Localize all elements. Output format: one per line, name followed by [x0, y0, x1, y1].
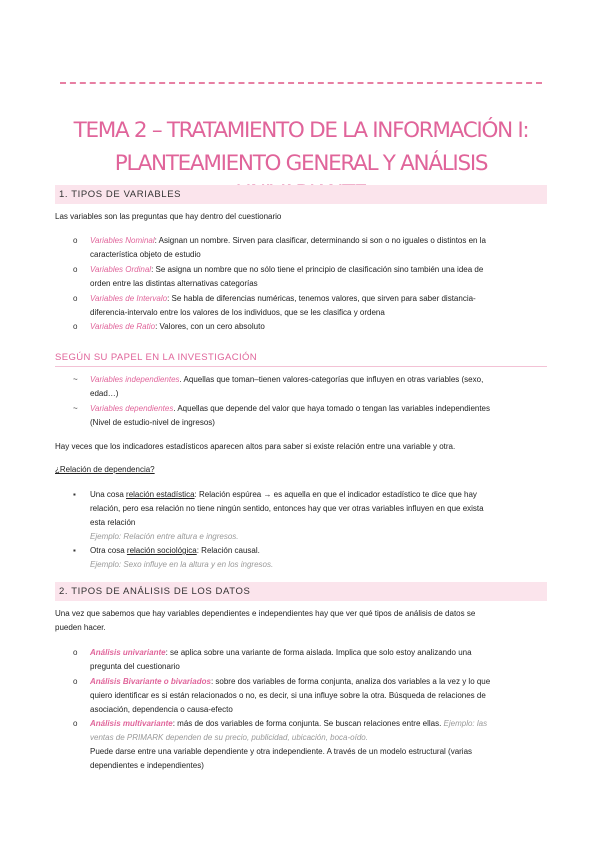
item-text: : más de dos variables de forma conjunta. Se buscan relaciones entre ellas. — [172, 719, 444, 728]
tilde-bullet-icon: ~ — [73, 404, 78, 413]
item-text-cont: Puede darse entre una variable dependiente y otra independiente. A través de un modelo estructural (varias — [90, 747, 473, 756]
section1-intro: Las variables son las preguntas que hay dentro del cuestionario — [55, 212, 282, 221]
list-item — [73, 292, 545, 320]
square-bullet-icon: ▪ — [73, 490, 76, 499]
dependency-question: ¿Relación de dependencia? — [55, 465, 155, 474]
section-heading-1: 1. TIPOS DE VARIABLES — [55, 185, 547, 204]
item-text: : Relación espúrea → es aquella en que el indicador estadístico te dice que hay — [194, 490, 477, 499]
example-text: Ejemplo: las — [443, 719, 488, 728]
item-term: Variables Ordinal — [90, 265, 152, 274]
item-term: Variables Nominal — [90, 236, 155, 245]
item-term: relación sociológica — [126, 546, 197, 555]
item-term: relación estadística — [126, 490, 195, 499]
section2-intro: Una vez que sabemos que hay variables dependientes e independientes hay que ver qué tipos de análisis de datos se pueden hacer. — [55, 609, 476, 632]
circle-bullet-icon: o — [73, 719, 78, 728]
item-text-cont: (Nivel de estudio-nivel de ingresos) — [90, 418, 215, 427]
item-text: : Asignan un nombre. Sirven para clasificar, determinando si son o no iguales o distintos en la — [154, 236, 486, 245]
square-bullet-icon: ▪ — [73, 546, 76, 555]
list-item — [73, 320, 545, 334]
item-term: Análisis Bivariante o bivariados — [90, 677, 211, 686]
title-dash-rule — [60, 82, 542, 84]
circle-bullet-icon: o — [73, 322, 78, 331]
list-item — [73, 263, 545, 291]
item-term: Variables de Intervalo — [90, 294, 168, 303]
item-term: Análisis univariante — [90, 648, 166, 657]
list-item — [73, 373, 545, 401]
item-text-cont: edad…) — [90, 389, 119, 398]
section-heading-2: 2. TIPOS DE ANÁLISIS DE LOS DATOS — [55, 582, 547, 601]
paragraph: Hay veces que los indicadores estadísticos aparecen altos para saber si existe relación entre una variable y otra. — [55, 442, 456, 451]
example-text: ventas de PRIMARK dependen de su precio, publicidad, ubicación, boca-oído. — [90, 733, 368, 742]
item-text: : Se habla de diferencias numéricas, tenemos valores, que sirven para saber distancia- — [167, 294, 476, 303]
item-text-cont: esta relación — [90, 518, 136, 527]
circle-bullet-icon: o — [73, 265, 78, 274]
item-text-cont: quiero identificar es si están relacionados o no, es decir, si una influye sobre la otra. Búsqueda de relaciones de — [90, 691, 486, 700]
item-text-cont: característica objeto de estudio — [90, 250, 201, 259]
subsection-heading: SEGÚN SU PAPEL EN LA INVESTIGACIÓN — [55, 352, 547, 367]
item-text-cont: diferencia-intervalo entre los valores de los individuos, que se les clasifica y ordena — [90, 308, 385, 317]
item-text: : se aplica sobre una variante de forma aislada. Implica que solo estoy analizando una — [165, 648, 472, 657]
item-text-cont: asociación, dependencia o causa-efecto — [90, 705, 233, 714]
item-term: Análisis multivariante — [90, 719, 173, 728]
item-text: : Relación causal. — [196, 546, 260, 555]
item-term: Variables de Ratio — [90, 322, 156, 331]
item-text-cont: dependientes e independientes) — [90, 761, 204, 770]
list-item: ▪ Una cosa relación estadística: Relación espúrea → es aquella en que el indicador estadístico te dice que hay relación, pero esa relación no tiene ningún sentido, entonces hay que ver otras variables influyen en que exista esta relación Ejemplo: Relación entre altura e ingresos. — [73, 490, 484, 541]
item-text: . Aquellas que depende del valor que haya tomado o tengan las variables independientes — [173, 404, 491, 413]
item-term: Variables independientes — [90, 375, 180, 384]
page-title-line2: PLANTEAMIENTO GENERAL Y ANÁLISIS — [114, 151, 488, 176]
item-text-cont: orden entre las distintas alternativas categorías — [90, 279, 258, 288]
list-item — [73, 675, 545, 717]
circle-bullet-icon: o — [73, 677, 78, 686]
example-text: Ejemplo: Relación entre altura e ingresos. — [90, 532, 239, 541]
list-item — [73, 646, 545, 674]
list-item — [73, 234, 545, 262]
tilde-bullet-icon: ~ — [73, 375, 78, 384]
item-text-cont: pregunta del cuestionario — [90, 662, 180, 671]
item-text: . Aquellas que toman–tienen valores-categorías que influyen en otras variables (sexo, — [179, 375, 484, 384]
circle-bullet-icon: o — [73, 236, 78, 245]
list-item — [73, 402, 545, 430]
list-item: ▪ Otra cosa relación sociológica: Relación causal. Ejemplo: Sexo influye en la altura y en los ingresos. — [73, 546, 274, 569]
circle-bullet-icon: o — [73, 294, 78, 303]
item-text: : Valores, con un cero absoluto — [155, 322, 265, 331]
list-item — [73, 717, 545, 773]
example-text: Ejemplo: Sexo influye en la altura y en los ingresos. — [90, 560, 274, 569]
page-title-line1: TEMA 2 – TRATAMIENTO DE LA INFORMACIÓN I: — [73, 118, 529, 143]
item-text: : sobre dos variables de forma conjunta, analiza dos variables a la vez y lo que — [210, 677, 491, 686]
item-term: Variables dependientes — [90, 404, 174, 413]
circle-bullet-icon: o — [73, 648, 78, 657]
item-text: : Se asigna un nombre que no sólo tiene el principio de clasificación sino también una idea de — [151, 265, 484, 274]
item-text-cont: relación, pero esa relación no tiene ningún sentido, entonces hay que ver otras variables influyen en que exista — [90, 504, 484, 513]
